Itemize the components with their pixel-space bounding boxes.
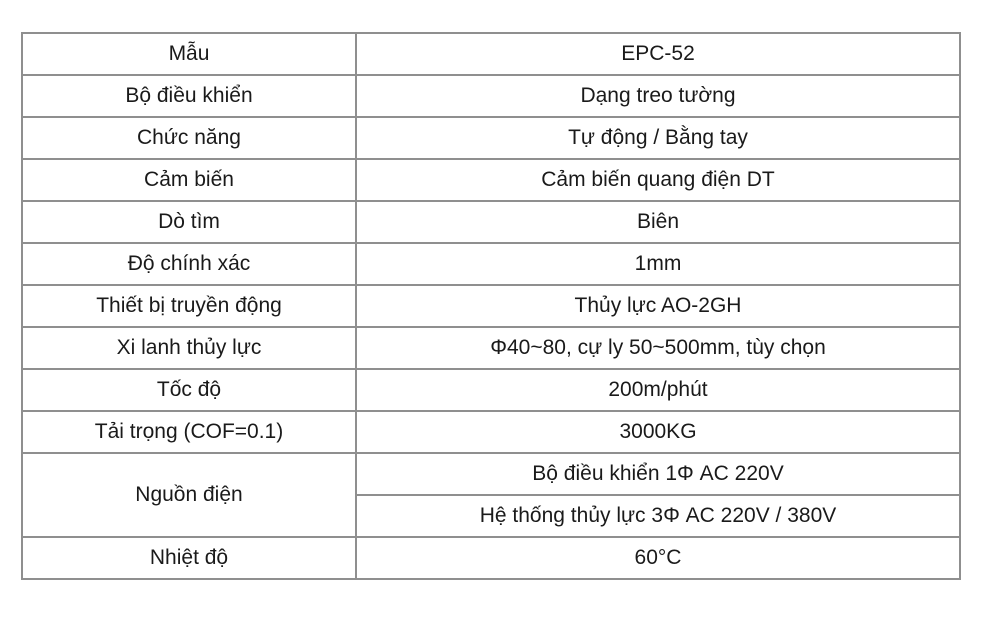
temperature-value: 60°C — [356, 537, 960, 579]
table-row — [22, 75, 960, 117]
spec-table — [21, 32, 961, 580]
table-row — [22, 285, 960, 327]
row-value: Thủy lực AO-2GH — [356, 285, 960, 327]
row-value: Tự động / Bằng tay — [356, 117, 960, 159]
row-label: Độ chính xác — [22, 243, 356, 285]
row-value: Biên — [356, 201, 960, 243]
table-row — [22, 33, 960, 75]
table-row — [22, 117, 960, 159]
row-label: Cảm biến — [22, 159, 356, 201]
table-row — [22, 327, 960, 369]
row-value: Φ40~80, cự ly 50~500mm, tùy chọn — [356, 327, 960, 369]
row-label: Xi lanh thủy lực — [22, 327, 356, 369]
row-label: Dò tìm — [22, 201, 356, 243]
row-label: Mẫu — [22, 33, 356, 75]
power-value-controller: Bộ điều khiển 1Φ AC 220V — [356, 453, 960, 495]
row-value: Dạng treo tường — [356, 75, 960, 117]
table-row — [22, 243, 960, 285]
row-value: 200m/phút — [356, 369, 960, 411]
table-row — [22, 201, 960, 243]
table-row — [22, 411, 960, 453]
temperature-label: Nhiệt độ — [22, 537, 356, 579]
row-label: Chức năng — [22, 117, 356, 159]
row-value: Cảm biến quang điện DT — [356, 159, 960, 201]
row-value: 3000KG — [356, 411, 960, 453]
row-label: Tốc độ — [22, 369, 356, 411]
row-label: Tải trọng (COF=0.1) — [22, 411, 356, 453]
row-label: Thiết bị truyền động — [22, 285, 356, 327]
table-row — [22, 453, 960, 495]
table-row — [22, 537, 960, 579]
table-row — [22, 159, 960, 201]
power-label: Nguồn điện — [22, 453, 356, 537]
power-value-hydraulic: Hệ thống thủy lực 3Φ AC 220V / 380V — [356, 495, 960, 537]
row-value: EPC-52 — [356, 33, 960, 75]
row-value: 1mm — [356, 243, 960, 285]
table-row — [22, 369, 960, 411]
row-label: Bộ điều khiển — [22, 75, 356, 117]
